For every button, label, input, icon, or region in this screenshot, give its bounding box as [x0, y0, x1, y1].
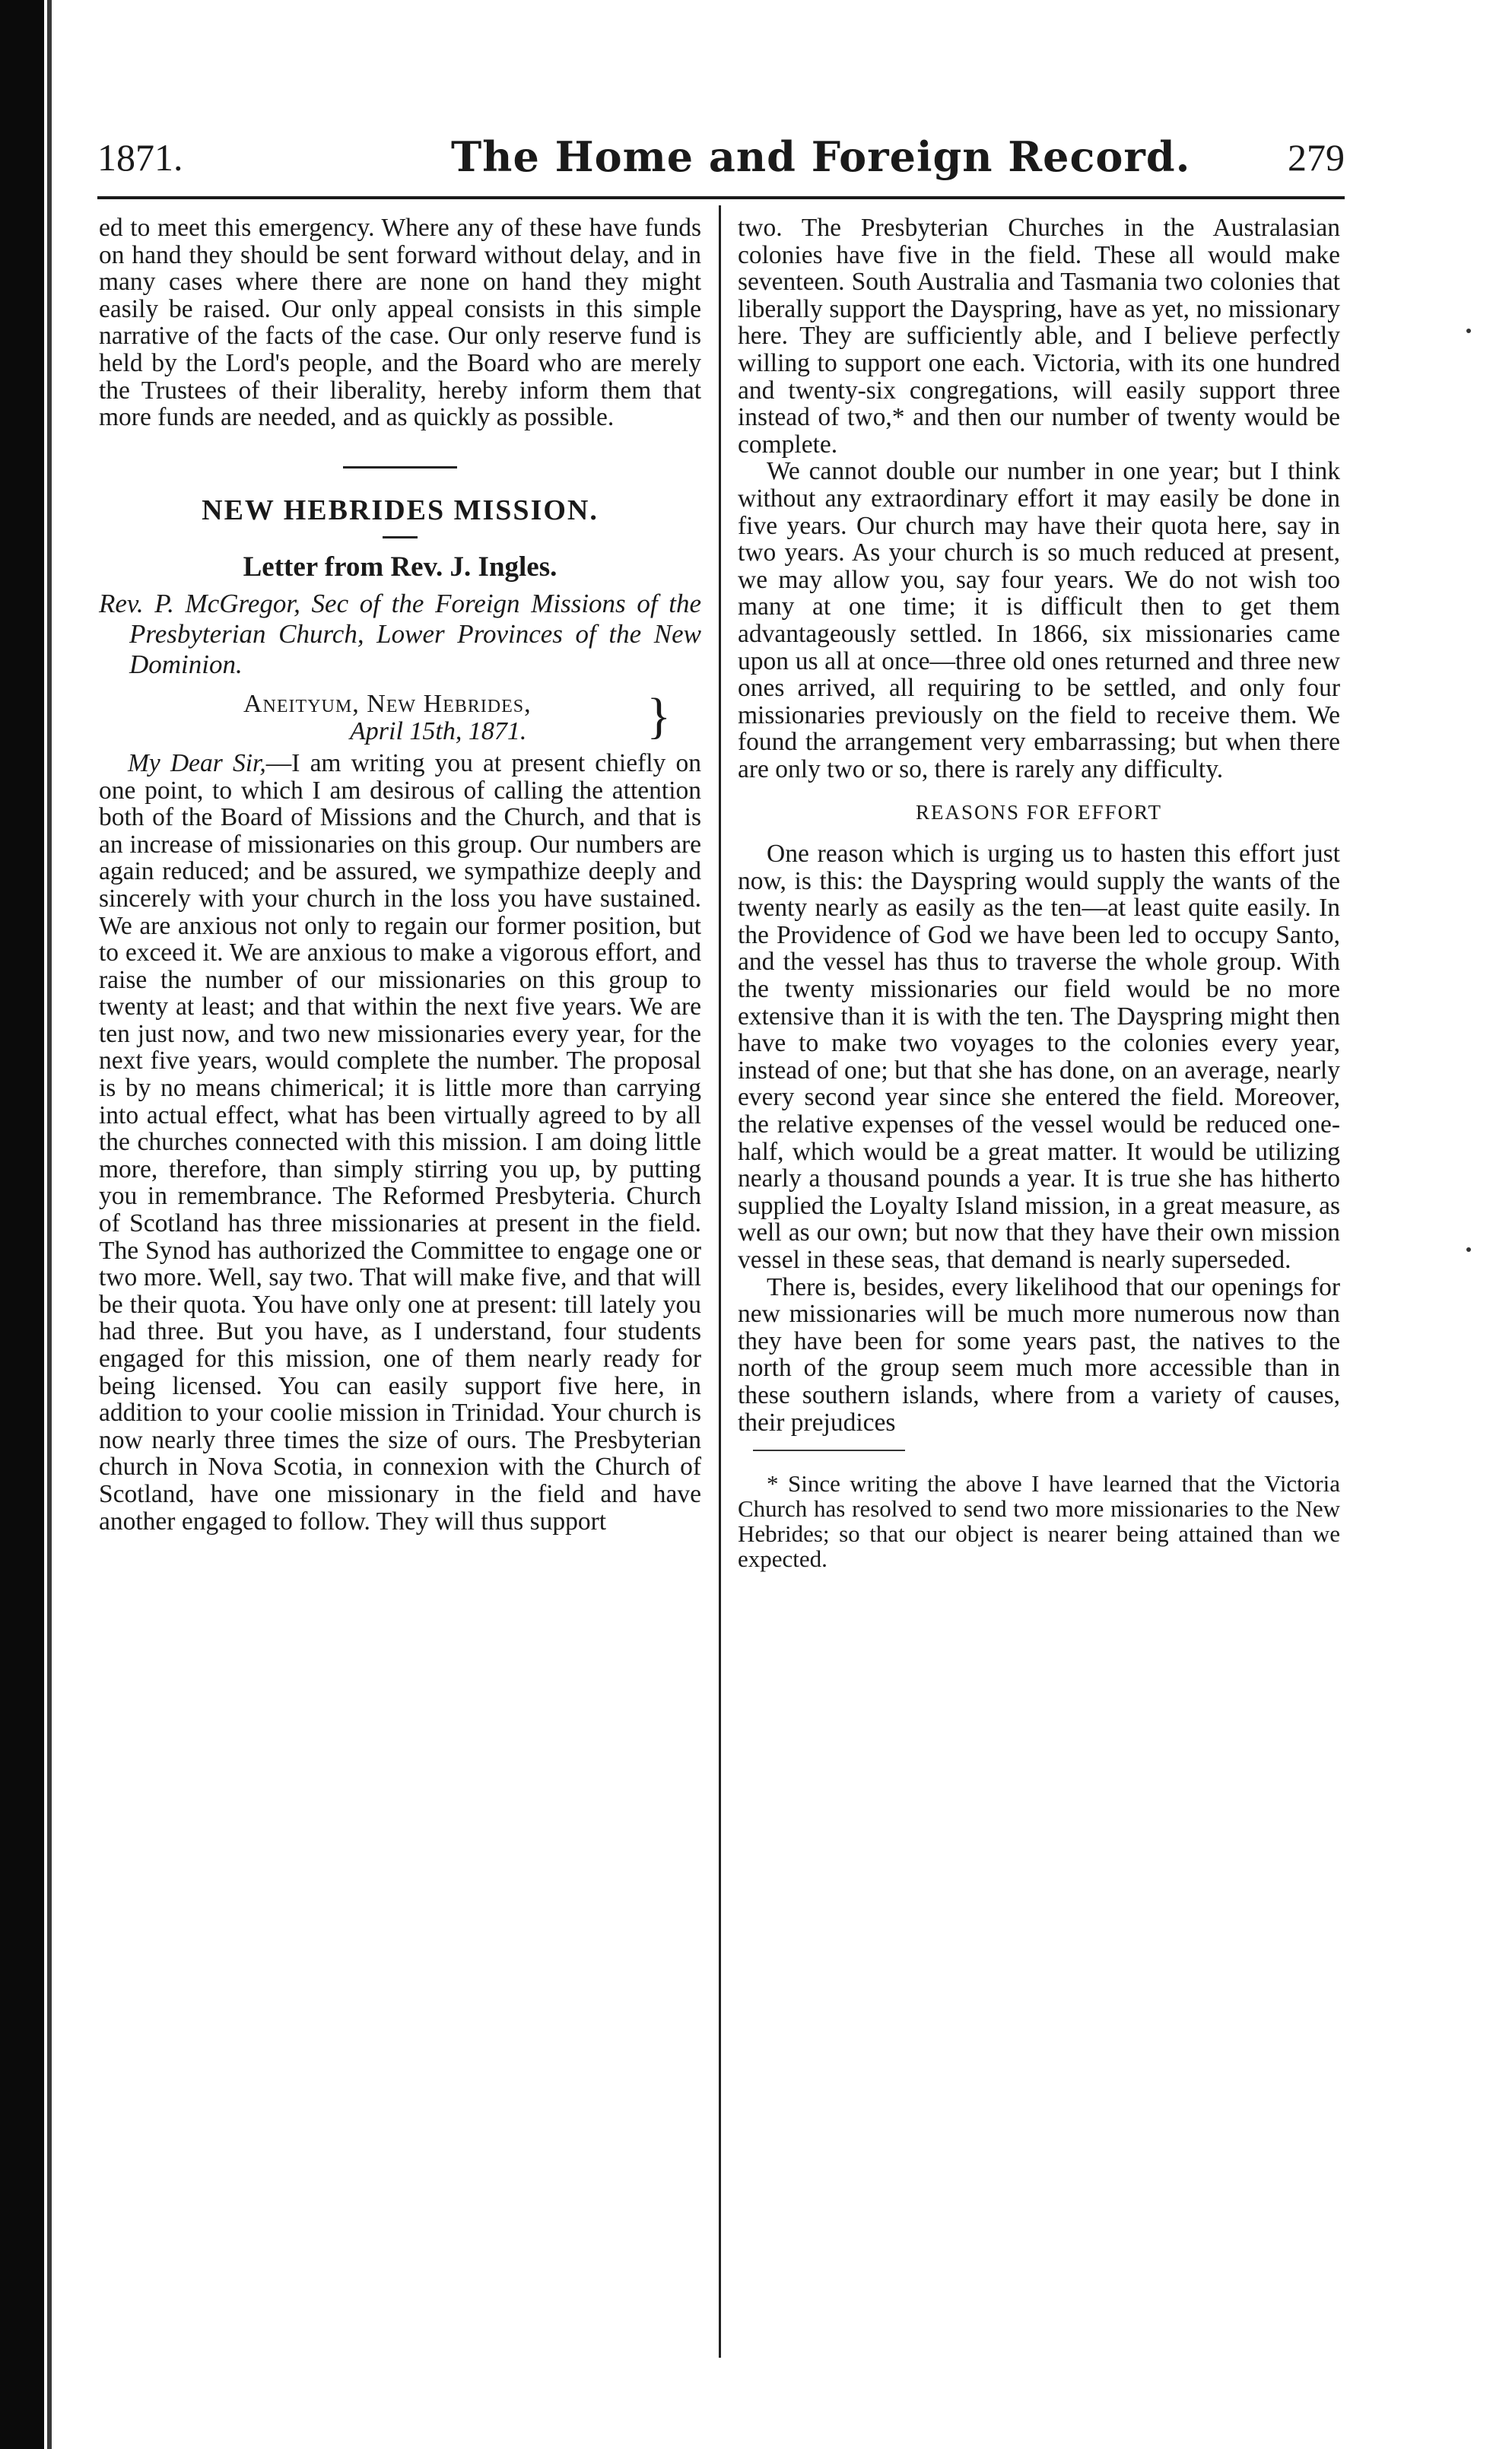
page-binding-edge	[0, 0, 44, 2449]
dateline-place: Aneityum, New Hebrides,	[243, 689, 532, 718]
scan-speck	[1466, 329, 1471, 333]
header-year: 1871.	[97, 136, 183, 179]
paragraph: We cannot double our number in one year; but I think without any extraordinary effort it may easily be done in five years. Our church may have their quota here, say in two years. As your church is so much reduced at present, we may allow you, say four years. We do not wish too many at one time; it is difficult then to get them advantageously settled. In 1866, six missionaries came upon us all at once—three old ones returned and three new ones arrived, all requiring to be settled, and only four missionaries previously on the field to receive them. We found the arrangement very embarrassing; but when there are only two or so, there is rarely any difficulty.	[738, 457, 1340, 783]
footnote-rule	[753, 1450, 905, 1451]
subheading: REASONS FOR EFFORT	[916, 801, 1162, 824]
page-binding-shadow	[47, 0, 52, 2449]
header-title: The Home and Foreign Record.	[451, 132, 1191, 181]
letter-addressee: Rev. P. McGregor, Sec of the Foreign Missions of the Presbyterian Church, Lower Provinces of the New Dominion.	[99, 588, 701, 679]
paragraph-text: —I am writing you at present chiefly on one point, to which I am desirous of calling the attention both of the Board of Missions and the Church, and that is an increase of missionaries on this group. Our numbers are again reduced; and be assured, we sympathize deeply and sincerely with your church in the loss you have sustained. We are anxious not only to regain our former position, but to exceed it. We are anxious to make a vigorous effort, and raise the number of our missionaries on this group to twenty at least; and that within the next five years. We are ten just now, and two new missionaries every year, for the next five years, would complete the number. The proposal is by no means chimerical; it is little more than carrying into actual effect, what has been virtually agreed to by all the churches connected with this mission. I am doing little more, therefore, than simply stirring you up, by putting you in remembrance. The Reformed Presbyteria. Church of Scotland has three missionaries at present in the field. The Synod has authorized the Committee to engage one or two more. Well, say two. That will make five, and that will be their quota. You have only one at present: till lately you had three. But you have, as I understand, four students engaged for this mission, one of them nearly ready for being licensed. You can easily support five here, in addition to your coolie mission in Trinidad. Your church is now nearly three times the size of ours. The Presbyterian church in Nova Scotia, in connexion with the Church of Scotland, have one missionary in the field and have another engaged to follow. They will thus support	[99, 748, 701, 1536]
paragraph: One reason which is urging us to hasten this effort just now, is this: the Dayspring would supply the wants of the twenty nearly as easily as the ten—at least quite easily. In the Providence of God we have been led to occupy Santo, and the vessel has thus to traverse the whole group. With the twenty missionaries our field would be no more extensive than it is with the ten. The Dayspring might then have to make two voyages to the colonies every year, instead of one; but that she has done, on an average, nearly every second year since she entered the field. Moreover, the relative expenses of the vessel would be reduced one-half, which would be a great matter. It would be utilizing nearly a thousand pounds a year. It is true she has hitherto supplied the Loyalty Island mission, in a great measure, as well as our own; but now that they have their own mission vessel in these seas, that demand is nearly superseded.	[738, 840, 1340, 1274]
paragraph: two. The Presbyterian Churches in the Australasian colonies have five in the field. These all would make seventeen. South Australia and Tasmania two colonies that liberally support the Dayspring, have as yet, no missionary here. They are sufficiently able, and I believe perfectly willing to support one each. Victoria, with its one hundred and twenty-six congregations, will easily support three instead of two,* and then our number of twenty would be complete.	[738, 214, 1340, 459]
section-divider	[343, 466, 457, 469]
column-divider	[719, 205, 721, 2358]
section-heading: NEW HEBRIDES MISSION.	[202, 494, 599, 526]
dateline-date: April 15th, 1871.	[350, 716, 527, 745]
salutation: My Dear Sir,	[128, 748, 266, 777]
letter-dateline	[243, 688, 701, 745]
paragraph	[99, 750, 701, 1535]
scan-speck	[1466, 1247, 1471, 1252]
footnote: * Since writing the above I have learned that the Victoria Church has resolved to send two more missionaries to the New Hebrides; so that our object is nearer being attained than we expected.	[738, 1470, 1340, 1573]
heading-divider	[383, 536, 418, 538]
header-rule	[97, 196, 1345, 199]
left-column	[99, 214, 701, 1535]
brace-glyph: }	[646, 688, 671, 744]
paragraph: ed to meet this emergency. Where any of these have funds on hand they should be sent forward without delay, and in many cases where there are none on hand they might easily be raised. Our only appeal consists in this simple narrative of the facts of the case. Our only reserve fund is held by the Lord's people, and the Board who are merely the Trustees of their liberality, hereby inform them that more funds are needed, and as quickly as possible.	[99, 214, 701, 432]
letter-heading: Letter from Rev. J. Ingles.	[243, 551, 557, 583]
page-number: 279	[1288, 136, 1345, 179]
running-header	[97, 132, 1345, 189]
paragraph: There is, besides, every likelihood that our openings for new missionaries will be much more numerous now than they have been for some years past, the natives to the north of the group seem much more accessible than in these southern islands, where from a variety of causes, their prejudices	[738, 1272, 1340, 1437]
right-column	[738, 214, 1340, 1571]
